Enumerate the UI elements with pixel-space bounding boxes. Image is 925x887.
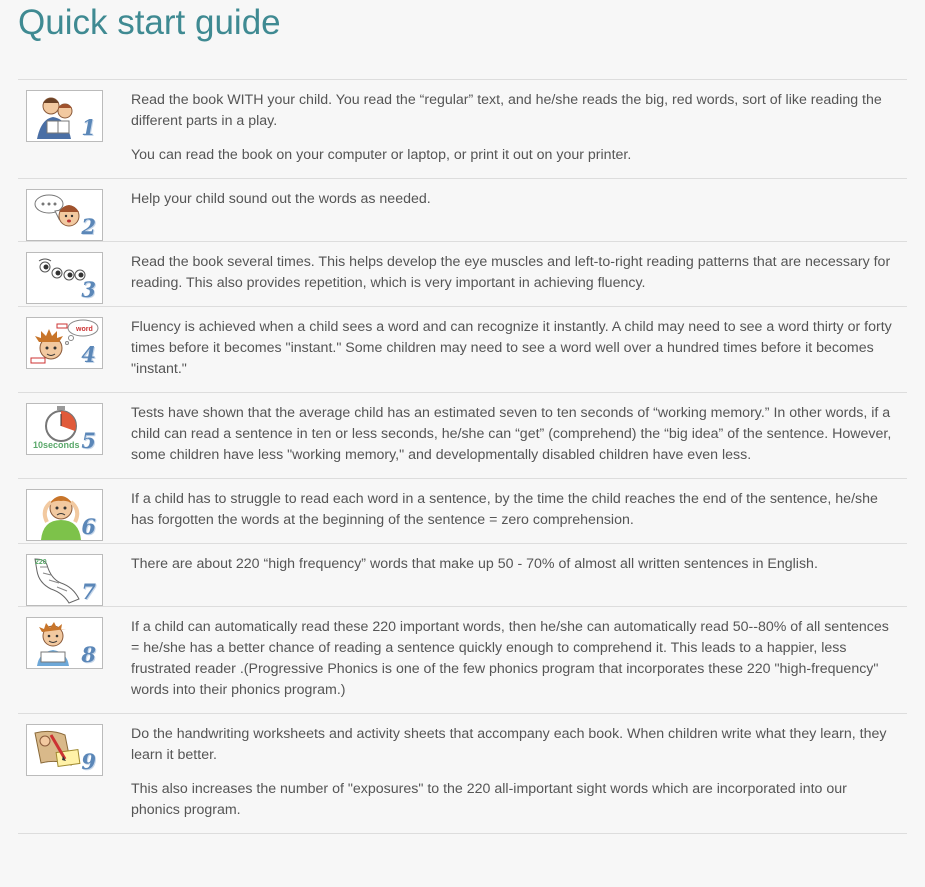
step-text-cell [123, 80, 907, 179]
steps-table [18, 79, 907, 834]
step-paragraph: Read the book several times. This helps develop the eye muscles and left-to-right reading patterns that are necessary for reading. This also provides repetition, which is very important in achieving fluency. [131, 254, 891, 291]
step-row [18, 307, 907, 393]
eyes-tracking-icon [26, 252, 103, 304]
step-number: 4 [81, 342, 96, 367]
stopwatch-label-text: 10seconds [33, 440, 80, 450]
step-number: 8 [81, 642, 96, 667]
step-text-cell [123, 607, 907, 714]
page-title: Quick start guide [18, 3, 281, 42]
step-paragraph: Read the book WITH your child. You read the “regular” text, and he/she reads the big, red words, sort of like reading the different parts in a play. [131, 92, 882, 129]
step-row [18, 479, 907, 544]
step-row [18, 393, 907, 479]
step-paragraph: You can read the book on your computer or laptop, or print it out on your printer. [131, 147, 632, 163]
step-icon-cell [18, 544, 123, 607]
step-number: 3 [81, 277, 96, 302]
step-paragraph: If a child has to struggle to read each word in a sentence, by the time the child reaches the end of the sentence, he/she has forgotten the words at the beginning of the sentence = zero comprehension. [131, 491, 878, 528]
step-paragraph: This also increases the number of "exposures" to the 220 all-important sight words which are incorporated into our phonics program. [131, 781, 847, 818]
step-text-cell [123, 714, 907, 834]
step-paragraph: Do the handwriting worksheets and activity sheets that accompany each book. When children write what they learn, they learn it better. [131, 726, 887, 763]
step-text-cell [123, 179, 907, 242]
stopwatch-icon [26, 403, 103, 455]
step-text-cell [123, 307, 907, 393]
step-paragraph: Help your child sound out the words as needed. [131, 191, 431, 207]
happy-reader-icon [26, 617, 103, 669]
step-paragraph: There are about 220 “high frequency” words that make up 50 - 70% of almost all written sentences in English. [131, 556, 818, 572]
step-icon-cell [18, 179, 123, 242]
step-row [18, 607, 907, 714]
step-icon-cell [18, 479, 123, 544]
step-row [18, 179, 907, 242]
frustrated-child-icon [26, 489, 103, 541]
step-row [18, 80, 907, 179]
step-icon-cell [18, 307, 123, 393]
word-bubble-text: word [76, 326, 93, 333]
step-paragraph: Fluency is achieved when a child sees a word and can recognize it instantly. A child may need to see a word thirty or forty times before it becomes "instant." Some children may need to see a word well over a hundred times before it becomes "instant." [131, 319, 892, 377]
step-text-cell [123, 544, 907, 607]
step-number: 5 [81, 428, 96, 453]
step-paragraph: If a child can automatically read these 220 important words, then he/she can automatically read 50--80% of all sentences = he/she has a better chance of reading a sentence quickly enough to comprehend it. This leads to a happier, less frustrated reader .(Progressive Phonics is one of the few phonics program that incorporates these 220 "high-frequency" words into their phonics program.) [131, 619, 889, 698]
step-number: 1 [81, 115, 96, 140]
step-icon-cell [18, 393, 123, 479]
step-row [18, 544, 907, 607]
scroll-label-text: 220 [35, 559, 47, 566]
step-number: 6 [81, 514, 96, 539]
step-text-cell [123, 393, 907, 479]
child-thinking-word-icon [26, 317, 103, 369]
child-sounding-out-icon [26, 189, 103, 241]
step-text-cell [123, 242, 907, 307]
word-list-scroll-icon [26, 554, 103, 606]
step-row [18, 714, 907, 834]
step-icon-cell [18, 714, 123, 834]
step-text-cell [123, 479, 907, 544]
step-icon-cell [18, 80, 123, 179]
step-row [18, 242, 907, 307]
handwriting-icon [26, 724, 103, 776]
step-icon-cell [18, 607, 123, 714]
step-number: 9 [81, 749, 96, 774]
step-paragraph: Tests have shown that the average child has an estimated seven to ten seconds of “working memory.” In other words, if a child can read a sentence in ten or less seconds, he/she can “get” (comprehend) the “big idea” of the sentence. However, some children have less "working memory," and developmentally disabled children have even less. [131, 405, 892, 463]
parent-reading-with-child-icon [26, 90, 103, 142]
step-icon-cell [18, 242, 123, 307]
step-number: 7 [81, 579, 96, 604]
step-number: 2 [81, 214, 96, 239]
